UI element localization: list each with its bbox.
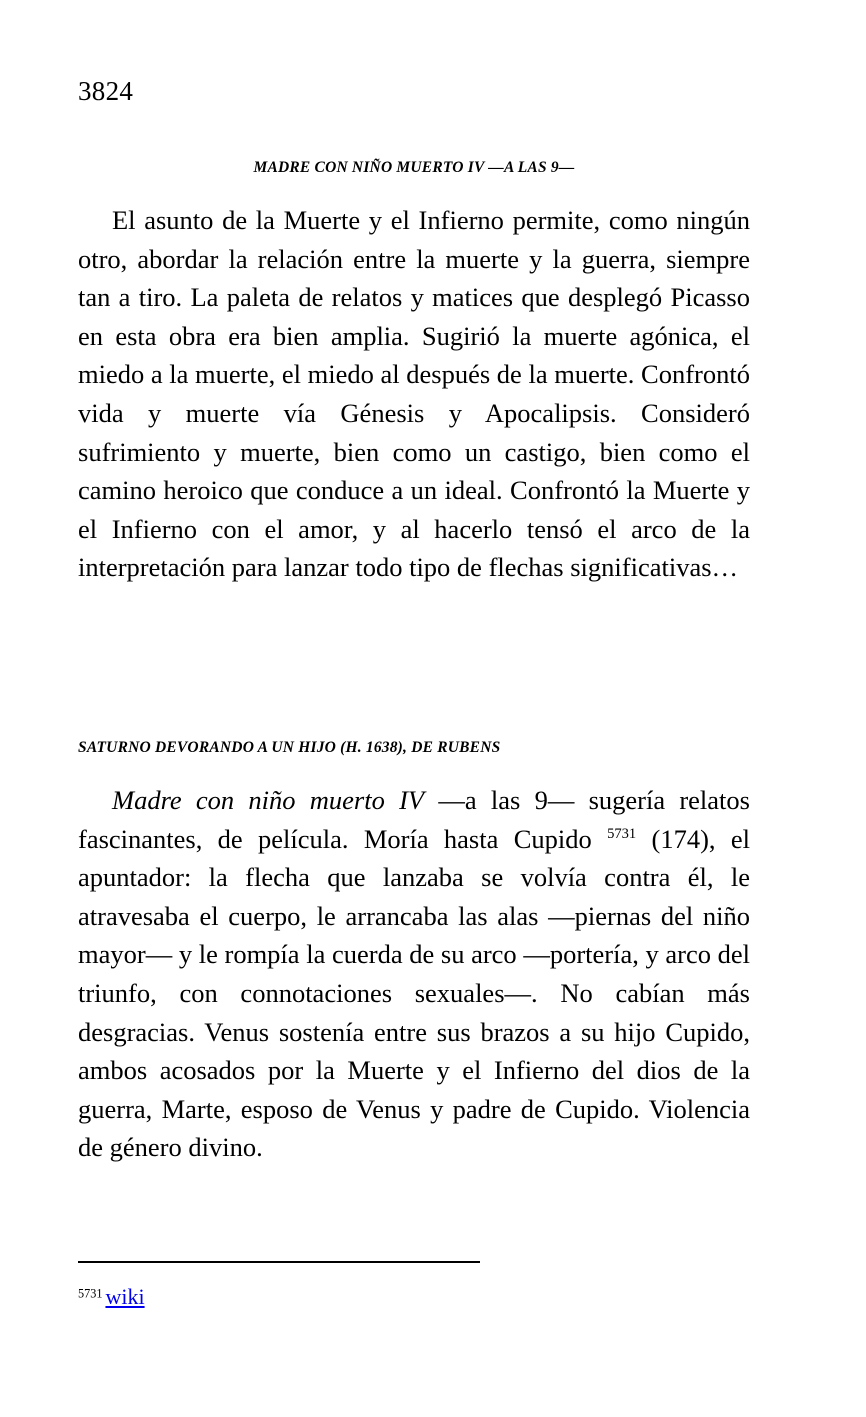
footnote-separator-rule [78, 1261, 480, 1263]
footnote-entry [78, 1283, 750, 1312]
paragraph-second-lead: —a las 9— sugería relatos fascinantes, de película. Moría hasta Cupido [78, 785, 750, 854]
footnote-number: 5731 [78, 1286, 103, 1301]
footnote-reference-marker[interactable]: 5731 [607, 825, 637, 842]
reference-caption: SATURNO DEVORANDO A UN HIJO (H. 1638), DE RUBENS [78, 739, 501, 756]
paragraph-second-rest: (174), el apuntador: la flecha que lanzaba se volvía contra él, le atravesaba el cuerpo, le arrancaba las alas —piernas del niño mayor— y le rompía la cuerda de su arco —portería, y arco del triunfo, con connotaciones sexuales—. No cabían más desgracias. Venus sostenía entre sus brazos a su hijo Cupido, ambos acosados por la Muerte y el Infierno del dios de la guerra, Marte, esposo de Venus y padre de Cupido. Violencia de género divino. [78, 823, 751, 1163]
page-number: 3824 [78, 76, 134, 106]
body-paragraph-second [78, 781, 750, 1167]
artwork-title-italic: Madre con niño muerto IV [112, 785, 425, 815]
artwork-caption: MADRE CON NIÑO MUERTO IV —A LAS 9— [253, 159, 575, 176]
body-paragraph-first: El asunto de la Muerte y el Infierno permite, como ningún otro, abordar la relación entre la muerte y la guerra, siempre tan a tiro. La paleta de relatos y matices que desplegó Picasso en esta obra era bien amplia. Sugirió la muerte agónica, el miedo a la muerte, el miedo al después de la muerte. Confrontó vida y muerte vía Génesis y Apocalipsis. Consideró sufrimiento y muerte, bien como un castigo, bien como el camino heroico que conduce a un ideal. Confrontó la Muerte y el Infierno con el amor, y al hacerlo tensó el arco de la interpretación para lanzar todo tipo de flechas significativas… [78, 205, 750, 583]
footnote-wiki-link[interactable]: wiki [105, 1284, 145, 1309]
